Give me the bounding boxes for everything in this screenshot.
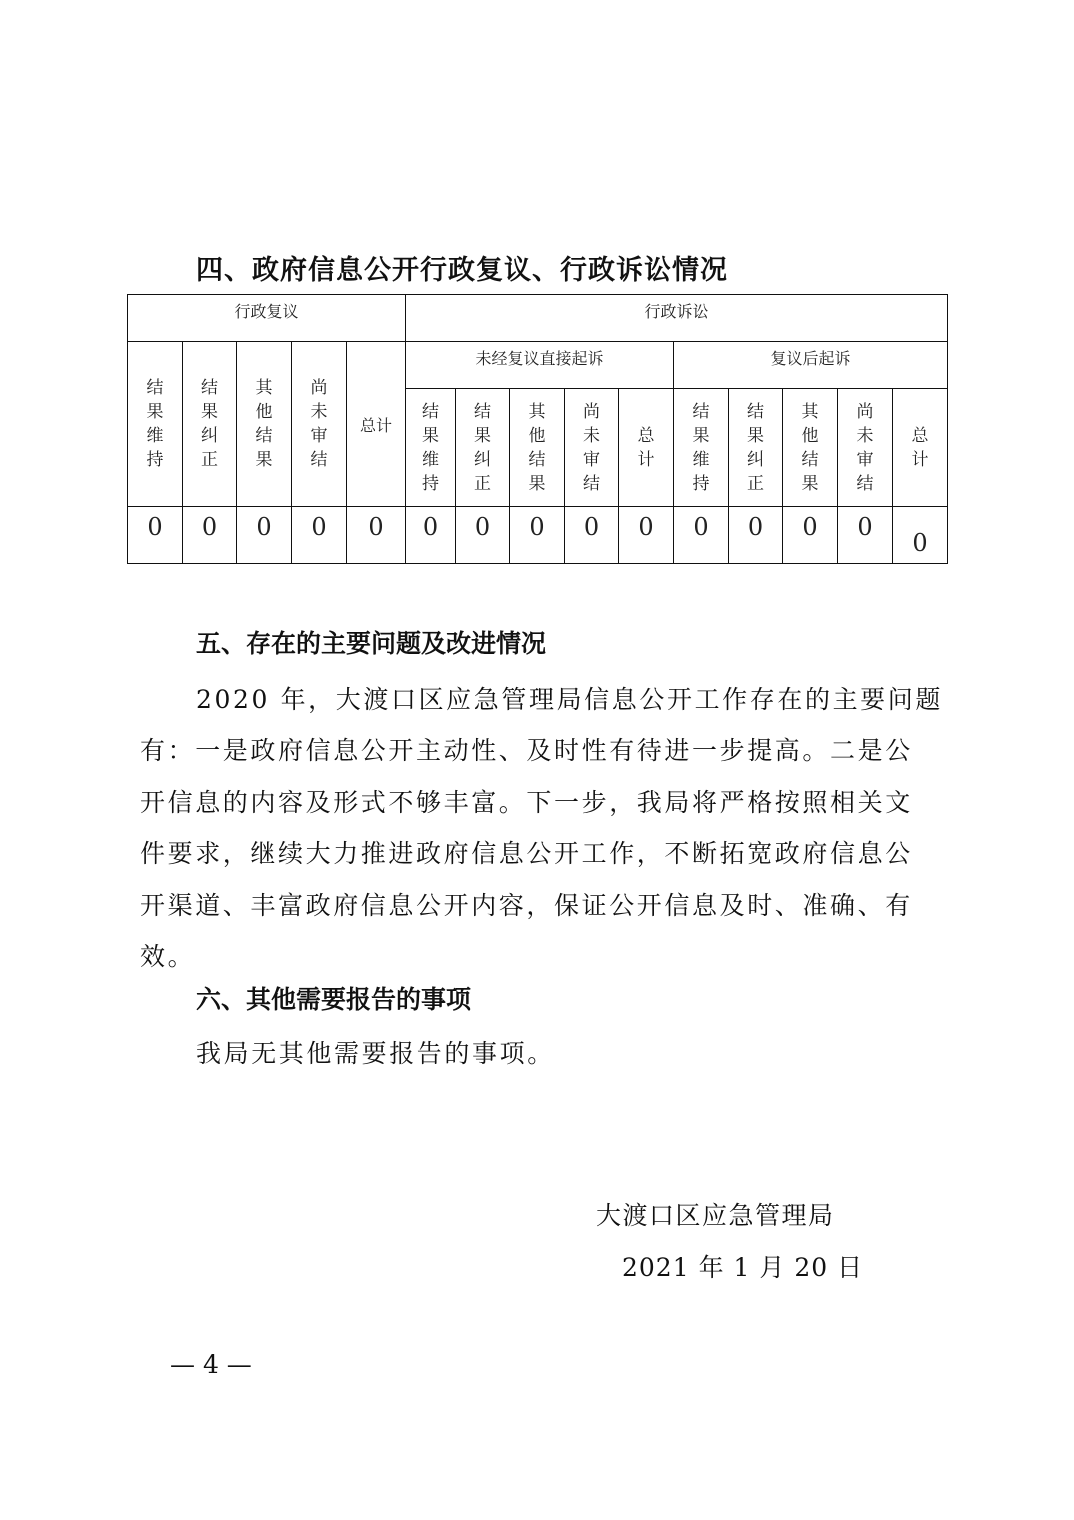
- value-review-maintained: 0: [128, 507, 183, 564]
- col-direct-corrected: 结果纠正: [456, 389, 510, 507]
- value-review-corrected: 0: [183, 507, 237, 564]
- signature-date: 2021 年 1 月 20 日: [622, 1253, 864, 1282]
- value-review-pending: 0: [292, 507, 347, 564]
- col-after-total: 总计: [893, 389, 948, 507]
- value-review-total: 0: [347, 507, 406, 564]
- value-after-corrected: 0: [729, 507, 783, 564]
- section-6-title: 六、其他需要报告的事项: [196, 985, 472, 1014]
- col-direct-total: 总计: [619, 389, 674, 507]
- value-after-total: 0: [893, 507, 948, 564]
- value-direct-pending: 0: [565, 507, 619, 564]
- paragraph-line: 效。: [140, 942, 196, 971]
- col-after-corrected: 结果纠正: [729, 389, 783, 507]
- header-after-review-litigation: 复议后起诉: [674, 342, 948, 389]
- paragraph-line: 2020 年，大渡口区应急管理局信息公开工作存在的主要问题: [196, 685, 943, 714]
- col-review-pending: 尚未审结: [292, 342, 347, 507]
- col-review-total: 总计: [347, 342, 406, 507]
- value-direct-total: 0: [619, 507, 674, 564]
- signature-org: 大渡口区应急管理局: [596, 1201, 835, 1230]
- col-review-other: 其他结果: [237, 342, 292, 507]
- section-4-title: 四、政府信息公开行政复议、行政诉讼情况: [196, 255, 728, 286]
- section-5-title: 五、存在的主要问题及改进情况: [196, 629, 547, 658]
- paragraph-line: 开信息的内容及形式不够丰富。下一步，我局将严格按照相关文: [140, 788, 913, 817]
- paragraph-line: 开渠道、丰富政府信息公开内容，保证公开信息及时、准确、有: [140, 891, 913, 920]
- col-after-other: 其他结果: [783, 389, 838, 507]
- value-after-maintained: 0: [674, 507, 729, 564]
- value-review-other: 0: [237, 507, 292, 564]
- col-direct-other: 其他结果: [510, 389, 565, 507]
- table-row-values: [128, 507, 948, 564]
- col-review-maintained: 结果维持: [128, 342, 183, 507]
- col-after-maintained: 结果维持: [674, 389, 729, 507]
- review-litigation-table: [127, 294, 948, 564]
- value-direct-corrected: 0: [456, 507, 510, 564]
- col-review-corrected: 结果纠正: [183, 342, 237, 507]
- value-direct-other: 0: [510, 507, 565, 564]
- value-direct-maintained: 0: [406, 507, 456, 564]
- col-direct-pending: 尚未审结: [565, 389, 619, 507]
- value-after-pending: 0: [838, 507, 893, 564]
- paragraph-line: 有：一是政府信息公开主动性、及时性有待进一步提高。二是公: [140, 736, 913, 765]
- col-after-pending: 尚未审结: [838, 389, 893, 507]
- value-after-other: 0: [783, 507, 838, 564]
- page-number: — 4 —: [170, 1350, 252, 1379]
- col-direct-maintained: 结果维持: [406, 389, 456, 507]
- header-admin-review: 行政复议: [128, 295, 406, 342]
- header-admin-litigation: 行政诉讼: [406, 295, 948, 342]
- paragraph-line: 件要求，继续大力推进政府信息公开工作，不断拓宽政府信息公: [140, 839, 913, 868]
- section-6-body: 我局无其他需要报告的事项。: [196, 1039, 555, 1068]
- header-direct-litigation: 未经复议直接起诉: [406, 342, 674, 389]
